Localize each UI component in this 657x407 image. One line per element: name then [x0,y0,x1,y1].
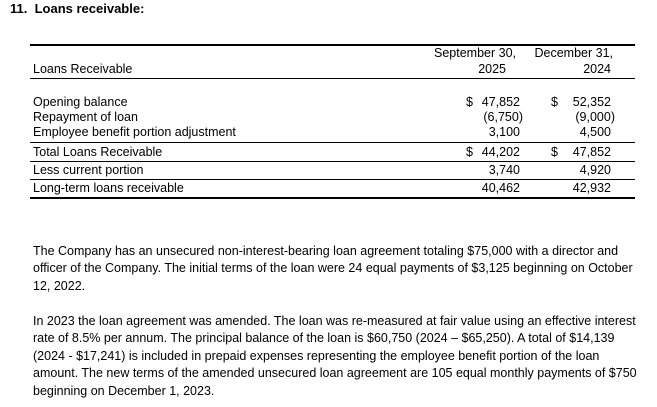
cell-opening-balance-2025: 47,852 [481,95,520,109]
table-bottom-rule [30,197,635,199]
cell-employee-benefit-2025: 3,100 [488,125,520,139]
cell-opening-balance-2024: 52,352 [572,95,611,109]
cell-long-term-2025: 40,462 [481,181,520,195]
section-number: 11. [10,1,28,16]
col2-header-line1: December 31, [534,46,613,60]
currency-symbol: $ [466,95,473,109]
currency-symbol: $ [551,145,558,159]
cell-repayment-2025: (6,750) [483,110,523,124]
currency-symbol: $ [466,145,473,159]
label-header: Loans Receivable [33,62,133,76]
row-rule [30,179,635,180]
paragraph: In 2023 the loan agreement was amended. The loan was re-measured at fair value using an effective interest rate of 8.5% per annum. The principal balance of the loan is $60,750 (2024 – $65,250). A total of $14,139 (2024 - $17,241) is included in prepaid expenses representing the employee benefit portion of the loan amount. The new terms of the amended unsecured loan agreement are 105 equal monthly payments of $750 beginning on December 1, 2023. [33,314,637,398]
row-label-opening-balance: Opening balance [33,95,128,109]
cell-long-term-2024: 42,932 [572,181,611,195]
row-label-employee-benefit: Employee benefit portion adjustment [33,125,236,139]
cell-repayment-2024: (9,000) [575,110,615,124]
col2-header-line2: 2024 [583,62,611,76]
cell-employee-benefit-2024: 4,500 [579,125,611,139]
row-label-current-portion: Less current portion [33,163,144,177]
cell-current-portion-2025: 3,740 [488,163,520,177]
row-label-long-term: Long-term loans receivable [33,181,184,195]
row-rule [30,161,635,162]
subtotal-rule [30,142,635,143]
section-title: Loans receivable: [34,1,145,16]
cell-total-2025: 44,202 [481,145,520,159]
header-rule [30,78,635,79]
col1-header-line1: September 30, [434,46,516,60]
cell-current-portion-2024: 4,920 [579,163,611,177]
col1-header-line2: 2025 [478,62,506,76]
currency-symbol: $ [551,95,558,109]
paragraph: The Company has an unsecured non-interest-bearing loan agreement totaling $75,000 with a director and officer of the Company. The initial terms of the loan were 24 equal payments of $3,125 beginning on October 12, 2022. [33,244,633,293]
row-label-repayment-of-loan: Repayment of loan [33,110,138,124]
cell-total-2024: 47,852 [572,145,611,159]
section-heading [10,1,144,17]
row-label-total: Total Loans Receivable [33,145,163,159]
